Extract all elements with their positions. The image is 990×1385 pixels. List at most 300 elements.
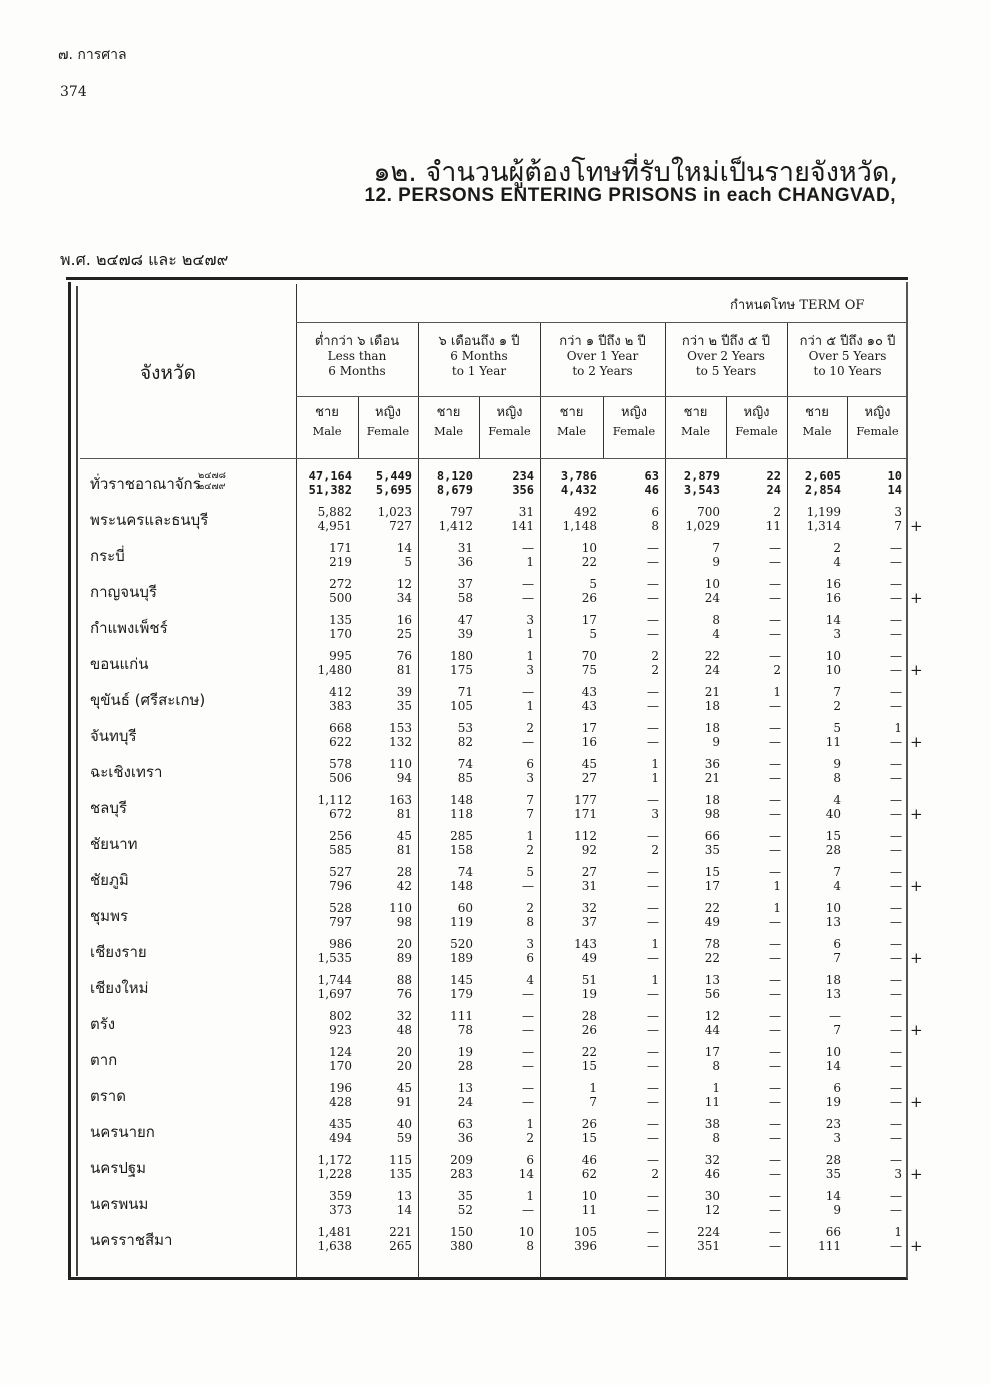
value-1936: 49 — [704, 915, 720, 929]
male-english: Male — [802, 424, 832, 438]
value-1935: 1 — [773, 901, 781, 915]
value-1936: 8 — [833, 771, 841, 785]
value-1935: 171 — [329, 541, 352, 555]
province-name: ตราด — [90, 1087, 126, 1105]
value-1935: 359 — [329, 1189, 352, 1203]
value-1936: 4,951 — [317, 519, 352, 533]
value-1935: — — [890, 1153, 902, 1167]
data-cell — [842, 793, 902, 821]
value-1936: — — [647, 735, 659, 749]
value-1935: 17 — [581, 613, 597, 627]
data-cell — [842, 865, 902, 893]
value-1936: — — [522, 987, 534, 1001]
value-1936: 58 — [457, 591, 473, 605]
data-cell — [721, 973, 781, 1001]
value-1936: 2 — [833, 699, 841, 713]
value-1936: 15 — [581, 1059, 597, 1073]
male-english: Male — [433, 424, 464, 438]
data-cell — [721, 793, 781, 821]
value-1936: 7 — [833, 1023, 841, 1037]
value-1935: 35 — [457, 1189, 473, 1203]
data-cell — [292, 721, 352, 749]
data-cell — [599, 721, 659, 749]
value-1935: 20 — [396, 1045, 412, 1059]
value-1936: 28 — [457, 1059, 473, 1073]
value-1936: 500 — [329, 591, 352, 605]
value-1935: 5 — [526, 865, 534, 879]
value-1936: 26 — [581, 591, 597, 605]
value-1935: 66 — [825, 1225, 841, 1239]
value-1936: 170 — [329, 1059, 352, 1073]
male-thai: ชาย — [683, 405, 708, 420]
province-name: เชียงใหม่ — [90, 979, 149, 997]
value-1935: 13 — [457, 1081, 473, 1095]
data-cell — [474, 901, 534, 929]
header-rule — [80, 458, 908, 459]
value-1936: — — [769, 699, 781, 713]
value-1936: 8 — [651, 519, 659, 533]
value-1935: 53 — [457, 721, 473, 735]
table-row — [80, 503, 923, 539]
data-cell — [599, 1153, 659, 1181]
value-1936: — — [890, 1239, 902, 1253]
value-1936: 727 — [389, 519, 412, 533]
value-1935: 2 — [773, 505, 781, 519]
data-cell — [842, 1081, 902, 1109]
value-1936: 132 — [389, 735, 412, 749]
value-1935: 802 — [329, 1009, 352, 1023]
data-cell — [842, 829, 902, 857]
value-1935: — — [890, 829, 902, 843]
value-1935: 148 — [450, 793, 473, 807]
value-1935: 1,199 — [806, 505, 841, 519]
value-1935: — — [890, 901, 902, 915]
value-1935: — — [522, 1009, 534, 1023]
value-1935: — — [522, 1081, 534, 1095]
value-1936: — — [769, 591, 781, 605]
data-cell — [474, 1189, 534, 1217]
value-1936: 24 — [704, 663, 720, 677]
female-english: Female — [856, 424, 899, 438]
value-1936: 16 — [581, 735, 597, 749]
value-1935: 18 — [825, 973, 841, 987]
term-group-header — [418, 334, 540, 379]
value-1936: 14 — [825, 1059, 841, 1073]
value-1935: — — [769, 649, 781, 663]
value-1935: 110 — [389, 757, 412, 771]
value-1935: 45 — [396, 829, 412, 843]
data-cell — [292, 757, 352, 785]
data-cell — [537, 721, 597, 749]
data-cell — [781, 505, 841, 533]
table-row — [80, 647, 923, 683]
data-cell — [781, 613, 841, 641]
value-1935: 180 — [450, 649, 473, 663]
value-1935: 18 — [704, 793, 720, 807]
value-1936: 52 — [457, 1203, 473, 1217]
data-cell — [599, 793, 659, 821]
data-cell — [660, 469, 720, 497]
data-cell — [599, 1225, 659, 1253]
data-cell — [413, 469, 473, 497]
value-1936: 796 — [329, 879, 352, 893]
table-row — [80, 1187, 908, 1223]
data-cell — [292, 577, 352, 605]
value-1936: 7 — [894, 519, 902, 533]
value-1935: 1 — [712, 1081, 720, 1095]
table-frame-inner-rule — [76, 286, 78, 1276]
province-name: ชลบุรี — [90, 799, 127, 817]
value-1936: 923 — [329, 1023, 352, 1037]
value-1936: 8 — [526, 915, 534, 929]
value-1935: 124 — [329, 1045, 352, 1059]
province-name: ชุมพร — [90, 907, 129, 925]
value-1935: — — [890, 1189, 902, 1203]
male-english: Male — [312, 424, 342, 438]
value-1935: 435 — [329, 1117, 352, 1131]
male-thai: ชาย — [559, 405, 584, 420]
data-cell — [842, 541, 902, 569]
value-1936: 40 — [825, 807, 841, 821]
data-cell — [721, 865, 781, 893]
value-1936: 22 — [704, 951, 720, 965]
value-1935: 6 — [833, 937, 841, 951]
data-cell — [474, 505, 534, 533]
data-cell — [721, 1009, 781, 1037]
value-1936: — — [647, 699, 659, 713]
value-1935: — — [890, 865, 902, 879]
table-row — [80, 827, 908, 863]
table-row — [80, 683, 908, 719]
value-1936: 1 — [526, 699, 534, 713]
data-cell — [352, 577, 412, 605]
header-rule — [296, 322, 908, 323]
value-1935: 1 — [773, 685, 781, 699]
value-1936: 10 — [825, 663, 841, 677]
data-cell — [474, 613, 534, 641]
data-cell — [352, 1153, 412, 1181]
value-1936: 1,480 — [317, 663, 352, 677]
data-cell — [292, 901, 352, 929]
value-1935: 115 — [389, 1153, 412, 1167]
value-1935: 135 — [329, 613, 352, 627]
data-cell — [352, 649, 412, 677]
value-1936: 34 — [396, 591, 412, 605]
value-1935: — — [522, 541, 534, 555]
term-group-thai: กว่า ๒ ปีถึง ๕ ปี — [681, 334, 771, 349]
data-cell — [352, 613, 412, 641]
value-1936: 3 — [894, 1167, 902, 1181]
value-1935: 31 — [457, 541, 473, 555]
data-cell — [352, 505, 412, 533]
value-1936: — — [647, 987, 659, 1001]
data-cell — [721, 685, 781, 713]
data-cell — [781, 1189, 841, 1217]
value-1935: — — [769, 1045, 781, 1059]
value-1936: 7 — [589, 1095, 597, 1109]
value-1936: 14 — [396, 1203, 412, 1217]
value-1936: 46 — [644, 483, 659, 497]
value-1935: 4 — [833, 793, 841, 807]
value-1936: — — [647, 1095, 659, 1109]
data-cell — [352, 1081, 412, 1109]
value-1936: 2 — [651, 663, 659, 677]
data-cell — [842, 901, 902, 929]
value-1936: 92 — [581, 843, 597, 857]
female-subheader — [603, 404, 665, 440]
value-1936: 7 — [526, 807, 534, 821]
value-1936: 1,412 — [438, 519, 473, 533]
value-1936: 111 — [818, 1239, 841, 1253]
value-1935: 71 — [457, 685, 473, 699]
province-name: ตรัง — [90, 1015, 116, 1033]
data-cell — [781, 1081, 841, 1109]
value-1935: 7 — [712, 541, 720, 555]
value-1936: 1,638 — [317, 1239, 352, 1253]
data-cell — [721, 721, 781, 749]
value-1935: 74 — [457, 757, 473, 771]
province-name: ขุขันธ์ (ศรีสะเกษ) — [90, 691, 206, 709]
value-1935: 38 — [704, 1117, 720, 1131]
data-cell — [781, 541, 841, 569]
page-title-english: 12. PERSONS ENTERING PRISONS in each CHANGVAD, — [364, 185, 896, 206]
value-1935: 10 — [518, 1225, 534, 1239]
data-cell — [537, 1153, 597, 1181]
value-1936: — — [522, 1203, 534, 1217]
value-1936: 16 — [825, 591, 841, 605]
value-1936: — — [647, 591, 659, 605]
year-labels — [198, 470, 226, 492]
data-cell — [352, 973, 412, 1001]
value-1936: 36 — [457, 1131, 473, 1145]
term-group-english: Over 2 Years — [687, 349, 765, 363]
data-cell — [292, 1225, 352, 1253]
data-cell — [781, 649, 841, 677]
value-1935: — — [769, 1153, 781, 1167]
value-1936: 283 — [450, 1167, 473, 1181]
value-1935: — — [647, 1009, 659, 1023]
value-1936: — — [522, 1023, 534, 1037]
value-1936: 3,543 — [683, 483, 720, 497]
value-1936: 105 — [450, 699, 473, 713]
table-row — [80, 863, 923, 899]
value-1936: 17 — [704, 879, 720, 893]
value-1935: — — [647, 829, 659, 843]
data-cell — [413, 757, 473, 785]
data-cell — [721, 541, 781, 569]
data-cell — [721, 469, 781, 497]
data-cell — [721, 505, 781, 533]
value-1936: 11 — [765, 519, 781, 533]
value-1936: 189 — [450, 951, 473, 965]
data-cell — [842, 721, 902, 749]
value-1936: 1,029 — [685, 519, 720, 533]
term-group-english: to 5 Years — [695, 364, 757, 378]
data-cell — [537, 469, 597, 497]
data-cell — [660, 541, 720, 569]
data-cell — [781, 937, 841, 965]
value-1935: — — [890, 973, 902, 987]
value-1935: 1,744 — [317, 973, 352, 987]
data-cell — [842, 937, 902, 965]
value-1935: 43 — [581, 685, 597, 699]
value-1935: 8,120 — [436, 469, 473, 483]
data-cell — [660, 505, 720, 533]
term-group-header — [787, 334, 908, 379]
value-1935: 12 — [704, 1009, 720, 1023]
value-1935: 1,481 — [317, 1225, 352, 1239]
data-cell — [781, 685, 841, 713]
value-1935: 66 — [704, 829, 720, 843]
female-english: Female — [612, 424, 656, 438]
value-1935: 256 — [329, 829, 352, 843]
data-cell — [352, 1045, 412, 1073]
data-cell — [413, 1225, 473, 1253]
value-1936: 3 — [526, 771, 534, 785]
female-subheader — [847, 404, 908, 440]
data-cell — [537, 937, 597, 965]
value-1935: — — [890, 1009, 902, 1023]
value-1936: — — [890, 627, 902, 641]
page-number: 374 — [60, 84, 87, 100]
value-1936: 1,228 — [317, 1167, 352, 1181]
value-1935: 74 — [457, 865, 473, 879]
value-1935: — — [769, 1225, 781, 1239]
value-1936: — — [890, 663, 902, 677]
male-subheader — [418, 404, 479, 440]
data-cell — [660, 937, 720, 965]
value-1935: 105 — [574, 1225, 597, 1239]
value-1935: 45 — [396, 1081, 412, 1095]
male-subheader — [296, 404, 358, 440]
province-name: เชียงราย — [90, 943, 147, 961]
value-1936: 26 — [581, 1023, 597, 1037]
data-cell — [599, 937, 659, 965]
data-cell — [781, 901, 841, 929]
value-1936: 20 — [396, 1059, 412, 1073]
value-1936: — — [769, 627, 781, 641]
value-1936: 76 — [396, 987, 412, 1001]
male-thai: ชาย — [805, 405, 829, 420]
value-1936: 89 — [396, 951, 412, 965]
data-cell — [292, 1009, 352, 1037]
value-1936: — — [647, 1131, 659, 1145]
value-1936: — — [769, 555, 781, 569]
value-1936: 5 — [589, 627, 597, 641]
value-1935: — — [769, 1009, 781, 1023]
data-cell — [292, 793, 352, 821]
value-1936: 3 — [833, 1131, 841, 1145]
male-english: Male — [680, 424, 711, 438]
value-1935: 5 — [589, 577, 597, 591]
table-row — [80, 575, 923, 611]
value-1935: — — [769, 757, 781, 771]
value-1936: 42 — [396, 879, 412, 893]
value-1936: — — [890, 1023, 902, 1037]
margin-plus-mark: + — [910, 589, 923, 607]
female-english: Female — [366, 424, 410, 438]
data-cell — [842, 1225, 902, 1253]
data-cell — [413, 1153, 473, 1181]
value-1935: 986 — [329, 937, 352, 951]
margin-plus-mark: + — [910, 1237, 923, 1255]
data-cell — [352, 1117, 412, 1145]
value-1935: 45 — [581, 757, 597, 771]
data-cell — [292, 1081, 352, 1109]
value-1935: 9 — [833, 757, 841, 771]
data-cell — [352, 469, 412, 497]
value-1936: 119 — [450, 915, 473, 929]
data-cell — [842, 757, 902, 785]
data-cell — [413, 541, 473, 569]
value-1935: 28 — [581, 1009, 597, 1023]
data-cell — [842, 973, 902, 1001]
data-cell — [474, 1045, 534, 1073]
value-1935: 272 — [329, 577, 352, 591]
value-1935: 2 — [833, 541, 841, 555]
value-1935: 6 — [651, 505, 659, 519]
data-cell — [660, 793, 720, 821]
value-1936: 81 — [396, 807, 412, 821]
data-cell — [474, 937, 534, 965]
value-1935: 17 — [704, 1045, 720, 1059]
value-1935: — — [522, 685, 534, 699]
data-cell — [842, 1153, 902, 1181]
value-1935: — — [769, 973, 781, 987]
value-1936: 265 — [389, 1239, 412, 1253]
data-cell — [842, 577, 902, 605]
value-1936: 24 — [766, 483, 781, 497]
data-cell — [660, 757, 720, 785]
value-1936: — — [890, 555, 902, 569]
value-1936: 622 — [329, 735, 352, 749]
province-name: ชัยนาท — [90, 835, 138, 853]
margin-plus-mark: + — [910, 805, 923, 823]
province-column-header: จังหวัด — [140, 362, 196, 384]
value-1936: — — [890, 951, 902, 965]
data-cell — [292, 649, 352, 677]
value-1936: 51,382 — [308, 483, 352, 497]
value-1936: 506 — [329, 771, 352, 785]
table-row — [80, 1007, 923, 1043]
value-1935: 110 — [389, 901, 412, 915]
data-cell — [660, 577, 720, 605]
value-1936: — — [769, 1167, 781, 1181]
data-cell — [537, 1081, 597, 1109]
value-1935: — — [647, 901, 659, 915]
value-1935: 47,164 — [308, 469, 352, 483]
data-cell — [292, 1153, 352, 1181]
male-subheader — [665, 404, 726, 440]
value-1936: — — [890, 843, 902, 857]
data-cell — [660, 721, 720, 749]
data-cell — [413, 901, 473, 929]
value-1936: 35 — [396, 699, 412, 713]
data-cell — [721, 577, 781, 605]
value-1935: 20 — [396, 937, 412, 951]
value-1935: — — [890, 937, 902, 951]
term-group-english: Less than — [327, 349, 387, 363]
value-1936: 28 — [825, 843, 841, 857]
data-cell — [660, 1045, 720, 1073]
province-name: ทั่วราชอาณาจักร — [90, 475, 201, 493]
value-1936: — — [522, 591, 534, 605]
value-1936: 35 — [704, 843, 720, 857]
data-cell — [352, 937, 412, 965]
table-row — [80, 935, 923, 971]
value-1935: — — [647, 1045, 659, 1059]
value-1935: 12 — [396, 577, 412, 591]
